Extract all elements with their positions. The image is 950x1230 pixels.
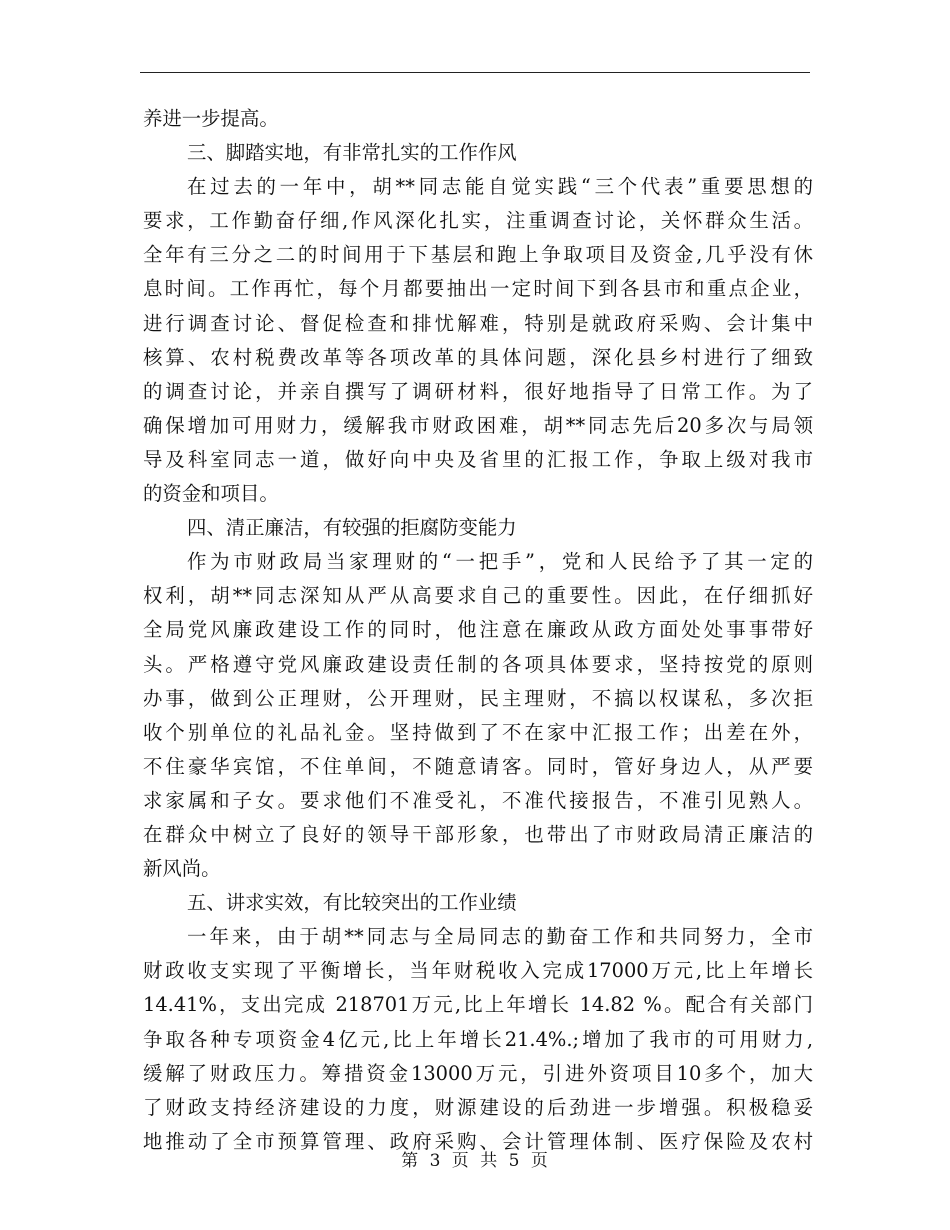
paragraph-line: 新风尚。	[143, 857, 221, 881]
paragraph-line: 进行调查讨论、督促检查和排忧解难，特别是就政府采购、会计集中	[143, 311, 813, 335]
paragraph-line: 收个别单位的礼品礼金。坚持做到了不在家中汇报工作；出差在外，	[143, 720, 813, 744]
paragraph-line: 地推动了全市预算管理、政府采购、会计管理体制、医疗保险及农村	[143, 1129, 813, 1153]
header-rule	[140, 72, 810, 73]
document-body	[143, 102, 813, 1159]
paragraph-line: 养进一步提高。	[143, 107, 279, 130]
paragraph-line: 在过去的一年中，胡**同志能自觉实践“三个代表”重要思想的	[187, 175, 813, 199]
paragraph-line: 办事，做到公正理财，公开理财，民主理财，不搞以权谋私，多次拒	[143, 686, 813, 710]
section-heading: 三、脚踏实地，有非常扎实的工作作风	[187, 141, 517, 165]
paragraph-line: 了财政支持经济建设的力度，财源建设的后劲进一步增强。积极稳妥	[143, 1095, 813, 1119]
paragraph-line: 全局党风廉政建设工作的同时，他注意在廉政从政方面处处事事带好	[143, 618, 813, 642]
paragraph-line: 确保增加可用财力，缓解我市财政困难，胡**同志先后20多次与局领	[143, 413, 813, 437]
paragraph-line: 的资金和项目。	[143, 482, 279, 506]
paragraph-line: 一年来，由于胡**同志与全局同志的勤奋工作和共同努力，全市	[187, 925, 813, 949]
page-number: 第 3 页 共 5 页	[401, 1151, 549, 1171]
paragraph-line: 头。严格遵守党风廉政建设责任制的各项具体要求，坚持按党的原则	[143, 652, 813, 676]
paragraph-line: 息时间。工作再忙，每个月都要抽出一定时间下到各县市和重点企业，	[143, 277, 813, 301]
paragraph-line: 争取各种专项资金4亿元,比上年增长21.4%.;增加了我市的可用财力,	[143, 1027, 813, 1051]
paragraph-line: 在群众中树立了良好的领导干部形象，也带出了市财政局清正廉洁的	[143, 822, 813, 846]
section-heading: 四、清正廉洁，有较强的拒腐防变能力	[187, 516, 517, 540]
section-heading: 五、讲求实效，有比较突出的工作业绩	[187, 891, 517, 915]
paragraph-line: 权利，胡**同志深知从严从高要求自己的重要性。因此，在仔细抓好	[143, 584, 813, 608]
paragraph-line: 不住豪华宾馆，不住单间，不随意请客。同时，管好身边人，从严要	[143, 754, 813, 778]
paragraph-line: 全年有三分之二的时间用于下基层和跑上争取项目及资金,几乎没有休	[143, 243, 813, 267]
paragraph-line: 作为市财政局当家理财的“一把手”，党和人民给予了其一定的	[187, 550, 813, 574]
paragraph-line: 求家属和子女。要求他们不准受礼，不准代接报告，不准引见熟人。	[143, 788, 813, 812]
paragraph-line: 核算、农村税费改革等各项改革的具体问题，深化县乡村进行了细致	[143, 345, 813, 369]
paragraph-line: 的调查讨论，并亲自撰写了调研材料，很好地指导了日常工作。为了	[143, 379, 813, 403]
paragraph-line: 财政收支实现了平衡增长，当年财税收入完成17000万元,比上年增长	[143, 959, 813, 983]
paragraph-line: 要求，工作勤奋仔细,作风深化扎实，注重调查讨论，关怀群众生活。	[143, 209, 813, 233]
paragraph-line: 缓解了财政压力。筹措资金13000万元，引进外资项目10多个，加大	[143, 1061, 813, 1085]
paragraph-line: 14.41%，支出完成 218701万元,比上年增长 14.82 %。配合有关部门	[143, 993, 813, 1017]
paragraph-line: 导及科室同志一道，做好向中央及省里的汇报工作，争取上级对我市	[143, 447, 813, 471]
